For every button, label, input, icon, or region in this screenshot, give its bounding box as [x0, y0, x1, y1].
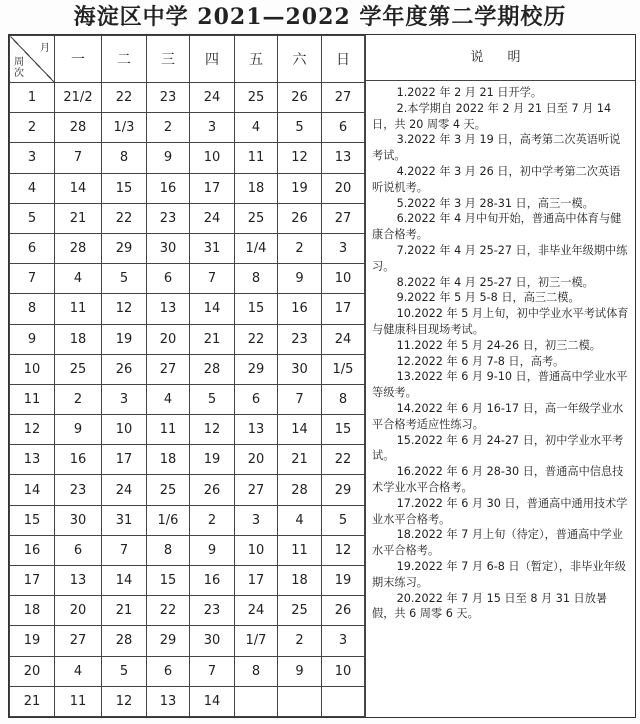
date-cell: 17 [322, 294, 365, 324]
date-cell: 31 [190, 233, 235, 263]
weekday-header: 三 [147, 36, 190, 83]
week-row [10, 445, 365, 475]
week-row [10, 686, 365, 716]
date-cell: 27 [147, 354, 190, 384]
weekday-header: 四 [190, 36, 235, 83]
date-cell: 23 [147, 83, 190, 113]
week-row [10, 113, 365, 143]
date-cell: 28 [102, 626, 147, 656]
date-cell: 4 [278, 505, 322, 535]
week-row [10, 535, 365, 565]
note-item: 17.2022 年 6 月 30 日，普通高中通用技术学业水平合格考。 [372, 496, 628, 526]
date-cell: 14 [190, 294, 235, 324]
week-row [10, 505, 365, 535]
week-number: 8 [10, 294, 55, 324]
date-cell: 4 [235, 113, 278, 143]
note-item: 12.2022 年 6 月 7-8 日，高考。 [396, 354, 565, 368]
notes-list [366, 81, 635, 622]
date-cell: 14 [55, 173, 102, 203]
date-cell: 2 [147, 113, 190, 143]
date-cell: 13 [235, 415, 278, 445]
date-cell: 24 [102, 475, 147, 505]
date-cell: 12 [102, 294, 147, 324]
week-row [10, 173, 365, 203]
date-cell: 13 [147, 686, 190, 716]
week-number: 4 [10, 173, 55, 203]
date-cell: 25 [278, 596, 322, 626]
page-title: 海淀区中学 2021—2022 学年度第二学期校历 [73, 4, 567, 30]
date-cell: 23 [55, 475, 102, 505]
note-item: 16.2022 年 6 月 28-30 日，普通高中信息技术学业水平合格考。 [372, 465, 624, 494]
week-number: 9 [10, 324, 55, 354]
date-cell: 18 [55, 324, 102, 354]
date-cell: 27 [55, 626, 102, 656]
date-cell: 18 [147, 445, 190, 475]
week-number: 13 [10, 445, 55, 475]
week-row [10, 475, 365, 505]
date-cell: 1/4 [235, 233, 278, 263]
date-cell: 17 [102, 445, 147, 475]
note-item: 2.本学期自 2022 年 2 月 21 日至 7 月 14 日，共 20 周零 4 天。 [372, 101, 612, 131]
date-cell: 1/3 [102, 113, 147, 143]
date-cell: 14 [278, 415, 322, 445]
week-number: 15 [10, 505, 55, 535]
week-number: 14 [10, 475, 55, 505]
date-cell: 29 [147, 626, 190, 656]
week-number: 2 [10, 113, 55, 143]
date-cell: 2 [55, 384, 102, 414]
date-cell: 18 [235, 173, 278, 203]
date-cell: 10 [235, 535, 278, 565]
date-cell: 14 [102, 566, 147, 596]
note-item: 10.2022 年 5 月上旬，初中学业水平考试体育与健康科目现场考试。 [372, 307, 629, 336]
date-cell: 25 [235, 203, 278, 233]
date-cell: 13 [55, 566, 102, 596]
date-cell: 14 [190, 686, 235, 716]
week-label: 周次 [14, 57, 24, 79]
date-cell: 11 [55, 294, 102, 324]
date-cell: 12 [278, 143, 322, 173]
date-cell: 9 [55, 415, 102, 445]
date-cell: 16 [278, 294, 322, 324]
note-item: 8.2022 年 4 月 25-27 日，初三一模。 [396, 275, 594, 289]
date-cell: 3 [190, 113, 235, 143]
week-row [10, 83, 365, 113]
date-cell: 20 [235, 445, 278, 475]
week-row [10, 324, 365, 354]
date-cell: 8 [322, 384, 365, 414]
note-item: 6.2022 年 4 月中旬开始，普通高中体育与健康合格考。 [372, 212, 622, 242]
week-number: 6 [10, 233, 55, 263]
date-cell: 10 [190, 143, 235, 173]
date-cell: 16 [190, 566, 235, 596]
date-cell: 29 [102, 233, 147, 263]
date-cell [278, 686, 322, 716]
date-cell: 21 [102, 596, 147, 626]
note-item: 1.2022 年 2 月 21 日开学。 [396, 86, 543, 99]
date-cell: 21 [278, 445, 322, 475]
week-row [10, 294, 365, 324]
notes-title: 说 明 [366, 35, 635, 81]
week-number: 17 [10, 566, 55, 596]
date-cell: 3 [102, 384, 147, 414]
date-cell: 7 [190, 264, 235, 294]
date-cell: 8 [147, 535, 190, 565]
date-cell: 16 [55, 445, 102, 475]
date-cell: 30 [55, 505, 102, 535]
note-item: 19.2022 年 7 月 6-8 日（暂定），非毕业年级期末练习。 [372, 559, 626, 589]
date-cell: 5 [278, 113, 322, 143]
date-cell: 6 [235, 384, 278, 414]
weekday-header: 一 [55, 36, 102, 83]
date-cell: 27 [322, 83, 365, 113]
date-cell: 7 [55, 143, 102, 173]
date-cell: 23 [147, 203, 190, 233]
note-item: 11.2022 年 5 月 24-26 日，初三二模。 [396, 338, 601, 352]
date-cell: 25 [147, 475, 190, 505]
note-item: 14.2022 年 6 月 16-17 日，高一年级学业水平合格考适应性练习。 [372, 401, 624, 431]
date-cell: 27 [235, 475, 278, 505]
date-cell: 19 [102, 324, 147, 354]
date-cell: 19 [322, 566, 365, 596]
date-cell: 6 [147, 656, 190, 686]
date-cell: 5 [102, 264, 147, 294]
week-number: 20 [10, 656, 55, 686]
date-cell: 12 [322, 535, 365, 565]
date-cell: 25 [235, 83, 278, 113]
note-item: 15.2022 年 6 月 24-27 日，初中学业水平考试。 [372, 433, 624, 463]
date-cell: 12 [102, 686, 147, 716]
week-number: 12 [10, 415, 55, 445]
week-row [10, 415, 365, 445]
date-cell: 13 [147, 294, 190, 324]
date-cell: 27 [322, 203, 365, 233]
date-cell: 11 [55, 686, 102, 716]
date-cell: 16 [147, 173, 190, 203]
note-item: 5.2022 年 3 月 28-31 日，高三一模。 [396, 196, 594, 210]
week-row [10, 596, 365, 626]
date-cell: 9 [190, 535, 235, 565]
date-cell: 7 [190, 656, 235, 686]
date-cell: 9 [278, 656, 322, 686]
date-cell: 6 [322, 113, 365, 143]
week-row [10, 203, 365, 233]
week-number: 3 [10, 143, 55, 173]
week-row [10, 566, 365, 596]
weekday-header: 六 [278, 36, 322, 83]
note-item: 3.2022 年 3 月 19 日，高考第二次英语听说考试。 [372, 133, 621, 163]
date-cell: 17 [235, 566, 278, 596]
date-cell: 28 [55, 113, 102, 143]
date-cell: 6 [55, 535, 102, 565]
date-cell: 24 [190, 203, 235, 233]
date-cell: 2 [278, 626, 322, 656]
date-cell: 2 [278, 233, 322, 263]
date-cell: 3 [322, 233, 365, 263]
calendar-header-row [10, 36, 365, 83]
date-cell: 1/5 [322, 354, 365, 384]
date-cell: 7 [102, 535, 147, 565]
date-cell: 23 [278, 324, 322, 354]
date-cell: 19 [190, 445, 235, 475]
date-cell: 17 [190, 173, 235, 203]
date-cell: 22 [102, 203, 147, 233]
date-cell: 30 [278, 354, 322, 384]
date-cell: 4 [147, 384, 190, 414]
date-cell: 19 [278, 173, 322, 203]
date-cell [235, 686, 278, 716]
date-cell: 20 [147, 324, 190, 354]
date-cell: 22 [102, 83, 147, 113]
note-item: 4.2022 年 3 月 26 日，初中学考第二次英语听说机考。 [372, 164, 621, 194]
week-number: 1 [10, 83, 55, 113]
date-cell: 26 [102, 354, 147, 384]
week-row [10, 354, 365, 384]
date-cell: 28 [278, 475, 322, 505]
week-number: 11 [10, 384, 55, 414]
date-cell: 10 [322, 264, 365, 294]
date-cell: 15 [147, 566, 190, 596]
date-cell: 5 [102, 656, 147, 686]
date-cell: 4 [55, 264, 102, 294]
date-cell: 21/2 [55, 83, 102, 113]
calendar-table [9, 35, 365, 717]
date-cell: 31 [102, 505, 147, 535]
note-item: 20.2022 年 7 月 15 日至 8 月 31 日放暑假，共 6 周零 6 天。 [372, 591, 608, 621]
date-cell: 11 [147, 415, 190, 445]
date-cell: 26 [322, 596, 365, 626]
weekday-header: 二 [102, 36, 147, 83]
week-row [10, 656, 365, 686]
date-cell: 21 [55, 203, 102, 233]
weekday-header: 五 [235, 36, 278, 83]
date-cell: 10 [102, 415, 147, 445]
date-cell: 23 [190, 596, 235, 626]
note-item: 18.2022 年 7 月上旬（待定），普通高中学业水平合格考。 [372, 528, 623, 558]
date-cell: 3 [322, 626, 365, 656]
note-item: 7.2022 年 4 月 25-27 日，非毕业年级期中练习。 [372, 243, 628, 273]
date-cell: 2 [190, 505, 235, 535]
date-cell: 26 [278, 203, 322, 233]
week-number: 5 [10, 203, 55, 233]
date-cell: 20 [55, 596, 102, 626]
date-cell: 29 [322, 475, 365, 505]
date-cell: 26 [190, 475, 235, 505]
date-cell: 25 [55, 354, 102, 384]
date-cell: 12 [190, 415, 235, 445]
date-cell: 28 [190, 354, 235, 384]
week-number: 7 [10, 264, 55, 294]
date-cell: 22 [147, 596, 190, 626]
week-number: 10 [10, 354, 55, 384]
date-cell: 8 [102, 143, 147, 173]
week-row [10, 384, 365, 414]
date-cell: 24 [322, 324, 365, 354]
date-cell: 15 [102, 173, 147, 203]
date-cell: 22 [235, 324, 278, 354]
month-label: 月 [40, 43, 50, 54]
corner-cell [10, 36, 55, 83]
date-cell: 10 [322, 656, 365, 686]
calendar-body [10, 83, 365, 717]
date-cell: 24 [190, 83, 235, 113]
date-cell: 1/7 [235, 626, 278, 656]
date-cell: 20 [322, 173, 365, 203]
date-cell: 5 [190, 384, 235, 414]
date-cell: 1/6 [147, 505, 190, 535]
date-cell: 8 [235, 264, 278, 294]
date-cell: 8 [235, 656, 278, 686]
date-cell: 26 [278, 83, 322, 113]
week-number: 16 [10, 535, 55, 565]
date-cell: 11 [278, 535, 322, 565]
date-cell: 21 [190, 324, 235, 354]
week-row [10, 143, 365, 173]
date-cell: 13 [322, 143, 365, 173]
date-cell [322, 686, 365, 716]
date-cell: 7 [278, 384, 322, 414]
date-cell: 11 [235, 143, 278, 173]
notes-panel [365, 35, 635, 717]
date-cell: 22 [322, 445, 365, 475]
date-cell: 29 [235, 354, 278, 384]
date-cell: 15 [235, 294, 278, 324]
week-number: 21 [10, 686, 55, 716]
date-cell: 30 [147, 233, 190, 263]
date-cell: 9 [278, 264, 322, 294]
date-cell: 5 [322, 505, 365, 535]
date-cell: 15 [322, 415, 365, 445]
date-cell: 18 [278, 566, 322, 596]
week-row [10, 233, 365, 263]
note-item: 13.2022 年 6 月 9-10 日，普通高中学业水平等级考。 [372, 370, 628, 400]
date-cell: 24 [235, 596, 278, 626]
week-number: 18 [10, 596, 55, 626]
date-cell: 28 [55, 233, 102, 263]
week-number: 19 [10, 626, 55, 656]
date-cell: 3 [235, 505, 278, 535]
calendar-frame [8, 34, 636, 718]
note-item: 9.2022 年 5 月 5-8 日，高三二模。 [396, 291, 580, 305]
date-cell: 9 [147, 143, 190, 173]
date-cell: 30 [190, 626, 235, 656]
date-cell: 6 [147, 264, 190, 294]
date-cell: 4 [55, 656, 102, 686]
weekday-header: 日 [322, 36, 365, 83]
week-row [10, 626, 365, 656]
week-row [10, 264, 365, 294]
